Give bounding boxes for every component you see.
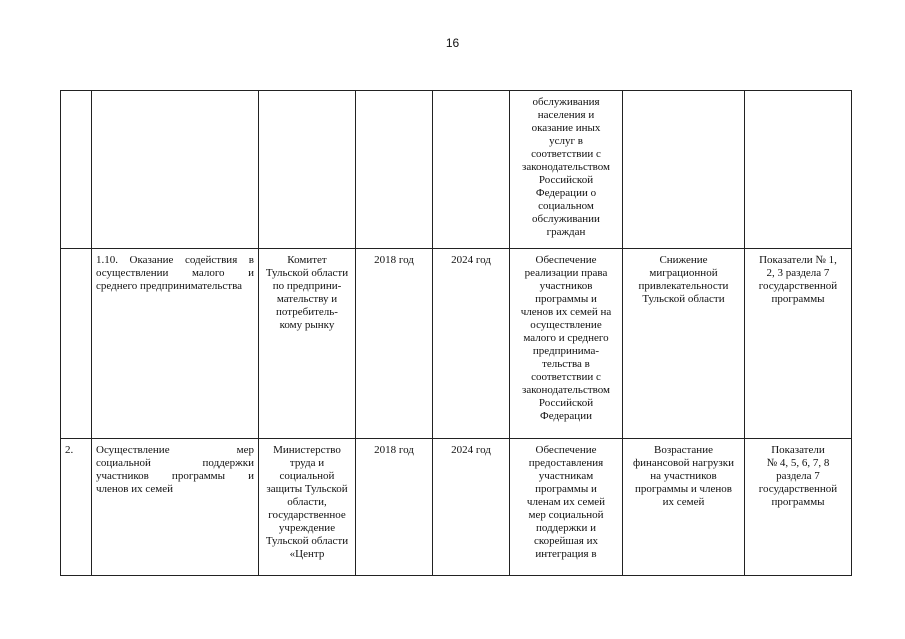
cell-line: Показатели № 1, [759, 254, 837, 266]
cell-line: предоставления [528, 457, 604, 469]
cell-text: 2024 год [451, 254, 491, 266]
indicator-link-cell [745, 91, 852, 249]
cell-line: Федерации о [535, 187, 597, 199]
cell-line: осуществлении малого и [96, 267, 254, 279]
cell-line: государственной [758, 280, 838, 292]
responsible-cell [259, 249, 356, 439]
cell-text: 2024 год [451, 444, 491, 456]
cell-line: Тульской области [642, 293, 725, 305]
cell-line: Возрастание [654, 444, 713, 456]
consequence-cell [623, 439, 745, 576]
consequence-cell [623, 249, 745, 439]
cell-line: финансовой нагрузки [632, 457, 735, 469]
cell-line: поддержки и [535, 522, 597, 534]
cell-line: Осуществление мер [96, 444, 254, 456]
cell-line: законодательством [521, 384, 611, 396]
cell-line: мер социальной [528, 509, 604, 521]
cell-line: оказание иных [531, 122, 601, 134]
cell-text: 2018 год [374, 444, 414, 456]
cell-line: программы [771, 496, 825, 508]
cell-line: Комитет [287, 254, 327, 266]
cell-line: Тульской области [265, 535, 349, 547]
cell-line: программы и членов [635, 483, 732, 495]
cell-line: законодательством [521, 161, 611, 173]
cell-line: области, [287, 496, 327, 508]
number-cell [61, 439, 92, 576]
cell-line: Федерации [540, 410, 592, 422]
cell-line: скорейшая их [534, 535, 598, 547]
cell-line: труда и [289, 457, 325, 469]
cell-line: обслуживания [532, 96, 600, 108]
cell-line: соответствии с [531, 371, 601, 383]
cell-line: малого и среднего [523, 332, 609, 344]
cell-line: социальной поддержки [96, 457, 254, 469]
cell-text: 2018 год [374, 254, 414, 266]
cell-line: социальной [279, 470, 335, 482]
measure-name-cell [92, 439, 259, 576]
cell-line: участников [539, 280, 593, 292]
cell-line: услуг в [549, 135, 583, 147]
cell-line: программы и [535, 483, 597, 495]
indicator-link-cell [745, 439, 852, 576]
cell-line: 1.10. Оказание содействия в [96, 254, 254, 266]
cell-text: 2. [65, 444, 74, 456]
indicator-link-cell [745, 249, 852, 439]
expected-result-cell [510, 439, 623, 576]
page-number: 16 [445, 36, 460, 50]
consequence-cell [623, 91, 745, 249]
cell-line: граждан [546, 226, 586, 238]
cell-line: членам их семей [526, 496, 606, 508]
cell-line: интеграция в [535, 548, 597, 560]
cell-line: населения и [537, 109, 595, 121]
start-year-cell [356, 439, 433, 576]
cell-line: социальном [538, 200, 594, 212]
measure-name-cell [92, 249, 259, 439]
cell-line: Российской [538, 397, 594, 409]
expected-result-cell [510, 91, 623, 249]
cell-line: членов их семей на [520, 306, 612, 318]
cell-line: Показатели [771, 444, 825, 456]
cell-line: раздела 7 [776, 470, 820, 482]
cell-line: Российской [538, 174, 594, 186]
end-year-cell [433, 439, 510, 576]
cell-line: Снижение [659, 254, 708, 266]
cell-line: привлекательности [638, 280, 729, 292]
cell-line: тельства в [542, 358, 590, 370]
cell-line: потребитель- [276, 306, 338, 318]
cell-line: учреждение [278, 522, 336, 534]
table-row [61, 249, 852, 439]
cell-line: программы [771, 293, 825, 305]
cell-line: Тульской области [265, 267, 349, 279]
table-row [61, 439, 852, 576]
cell-line: миграционной [649, 267, 718, 279]
cell-line: Министерство [273, 444, 341, 456]
expected-result-cell [510, 249, 623, 439]
cell-line: государственной [758, 483, 838, 495]
end-year-cell [433, 249, 510, 439]
number-cell [61, 249, 92, 439]
cell-line: участникам [538, 470, 594, 482]
cell-line: защиты Тульской [266, 483, 348, 495]
cell-line: по предприни- [272, 280, 342, 292]
cell-line: осуществление [530, 319, 602, 331]
cell-line: Обеспечение [535, 444, 597, 456]
cell-line: соответствии с [531, 148, 601, 160]
cell-line: Обеспечение [535, 254, 597, 266]
cell-line: их семей [662, 496, 705, 508]
cell-line: мательству и [276, 293, 338, 305]
table-row [61, 91, 852, 249]
measure-name-cell [92, 91, 259, 249]
cell-line: № 4, 5, 6, 7, 8 [766, 457, 830, 469]
number-cell [61, 91, 92, 249]
start-year-cell [356, 249, 433, 439]
end-year-cell [433, 91, 510, 249]
cell-line: «Центр [289, 548, 325, 560]
responsible-cell [259, 91, 356, 249]
cell-line: программы и [535, 293, 597, 305]
cell-line: участников программы и [96, 470, 254, 482]
cell-line: государственное [268, 509, 346, 521]
responsible-cell [259, 439, 356, 576]
measures-table [60, 90, 852, 576]
cell-line: реализации права [524, 267, 608, 279]
cell-line: среднего предпринимательства [96, 280, 243, 292]
table-body [61, 91, 852, 576]
cell-line: 2, 3 раздела 7 [766, 267, 830, 279]
start-year-cell [356, 91, 433, 249]
cell-line: обслуживании [532, 213, 600, 225]
cell-line: членов их семей [96, 483, 173, 495]
cell-line: на участников [650, 470, 717, 482]
cell-line: предпринима- [532, 345, 600, 357]
cell-line: кому рынку [279, 319, 335, 331]
